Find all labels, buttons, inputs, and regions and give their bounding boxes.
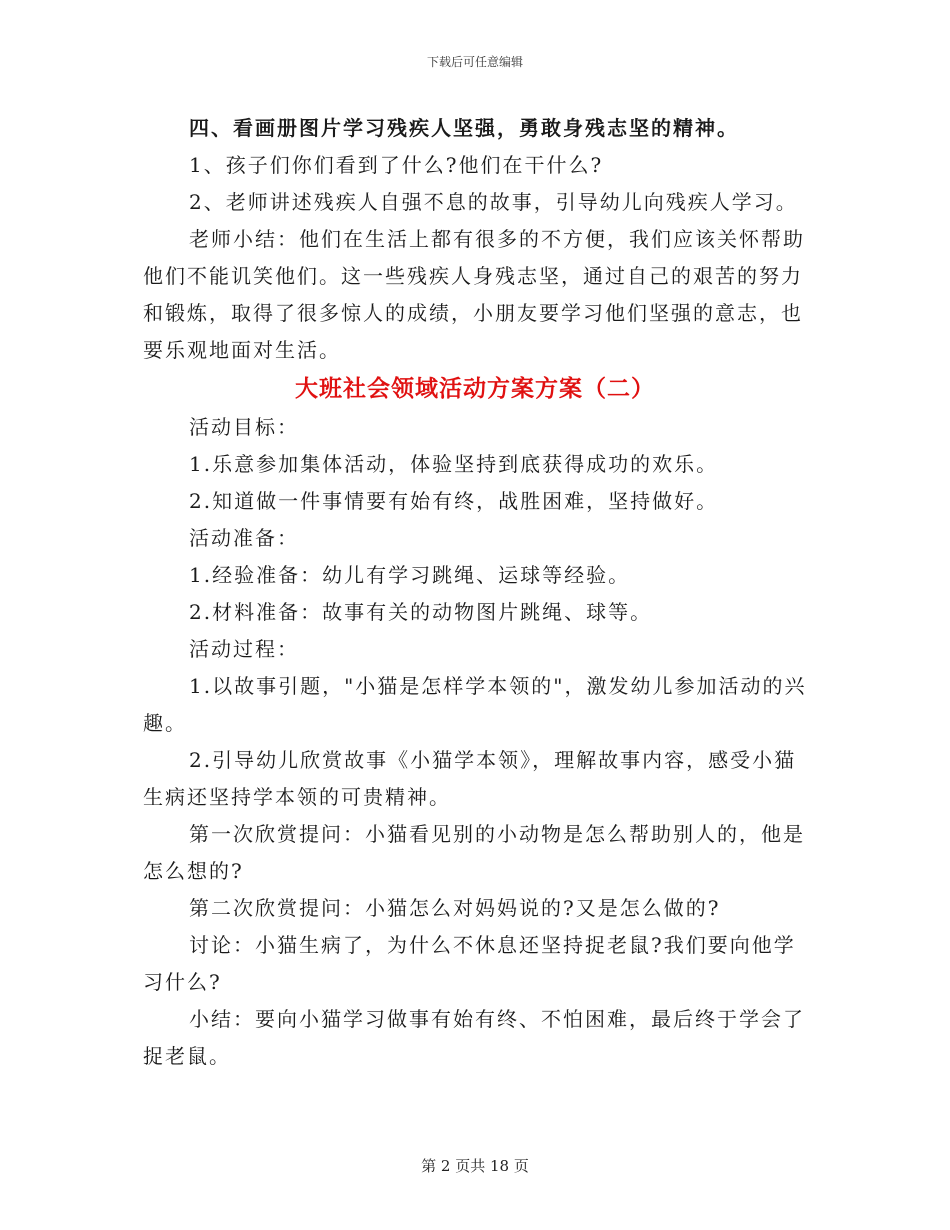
label-activity-goals: 活动目标： [189,415,299,439]
section-title: 大班社会领域活动方案方案（二） [295,376,655,402]
page-header-note: 下载后可任意编辑 [426,55,523,69]
label-activity-process: 活动过程： [189,637,299,661]
question-first-listen: 第一次欣赏提问：小猫看见别的小动物是怎么帮助别人的，他是怎么想的? [143,822,805,883]
paragraph-story-2: 2、老师讲述残疾人自强不息的故事，引导幼儿向残疾人学习。 [189,190,798,214]
paragraph-question-1: 1、孩子们你们看到了什么?他们在干什么? [189,153,604,177]
process-item-2: 2.引导幼儿欣赏故事《小猫学本领》，理解故事内容，感受小猫生病还坚持学本领的可贵精神。 [143,748,797,809]
label-activity-preparation: 活动准备： [189,526,299,550]
prep-item-2: 2.材料准备：故事有关的动物图片跳绳、球等。 [189,600,653,624]
heading-step-four: 四、看画册图片学习残疾人坚强，勇敢身残志坚的精神。 [189,116,739,140]
discussion-paragraph: 讨论：小猫生病了，为什么不休息还坚持捉老鼠?我们要向他学习什么? [143,933,796,994]
paragraph-teacher-summary: 老师小结：他们在生活上都有很多的不方便，我们应该关怀帮助他们不能讥笑他们。这一些残疾人身残志坚，通过自己的艰苦的努力和锻炼，取得了很多惊人的成绩，小朋友要学习他们坚强的意志，也要乐观地面对生活。 [143,227,805,362]
question-second-listen: 第二次欣赏提问：小猫怎么对妈妈说的?又是怎么做的? [189,896,721,920]
document-body [143,110,807,1075]
prep-item-1: 1.经验准备：幼儿有学习跳绳、运球等经验。 [189,563,631,587]
conclusion-paragraph: 小结：要向小猫学习做事有始有终、不怕困难，最后终于学会了捉老鼠。 [143,1007,805,1068]
process-item-1: 1.以故事引题，"小猫是怎样学本领的"，激发幼儿参加活动的兴趣。 [143,674,807,735]
goal-item-1: 1.乐意参加集体活动，体验坚持到底获得成功的欢乐。 [189,452,719,476]
page-footer-number: 第 2 页共 18 页 [421,1157,529,1175]
goal-item-2: 2.知道做一件事情要有始有终，战胜困难，坚持做好。 [189,489,719,513]
